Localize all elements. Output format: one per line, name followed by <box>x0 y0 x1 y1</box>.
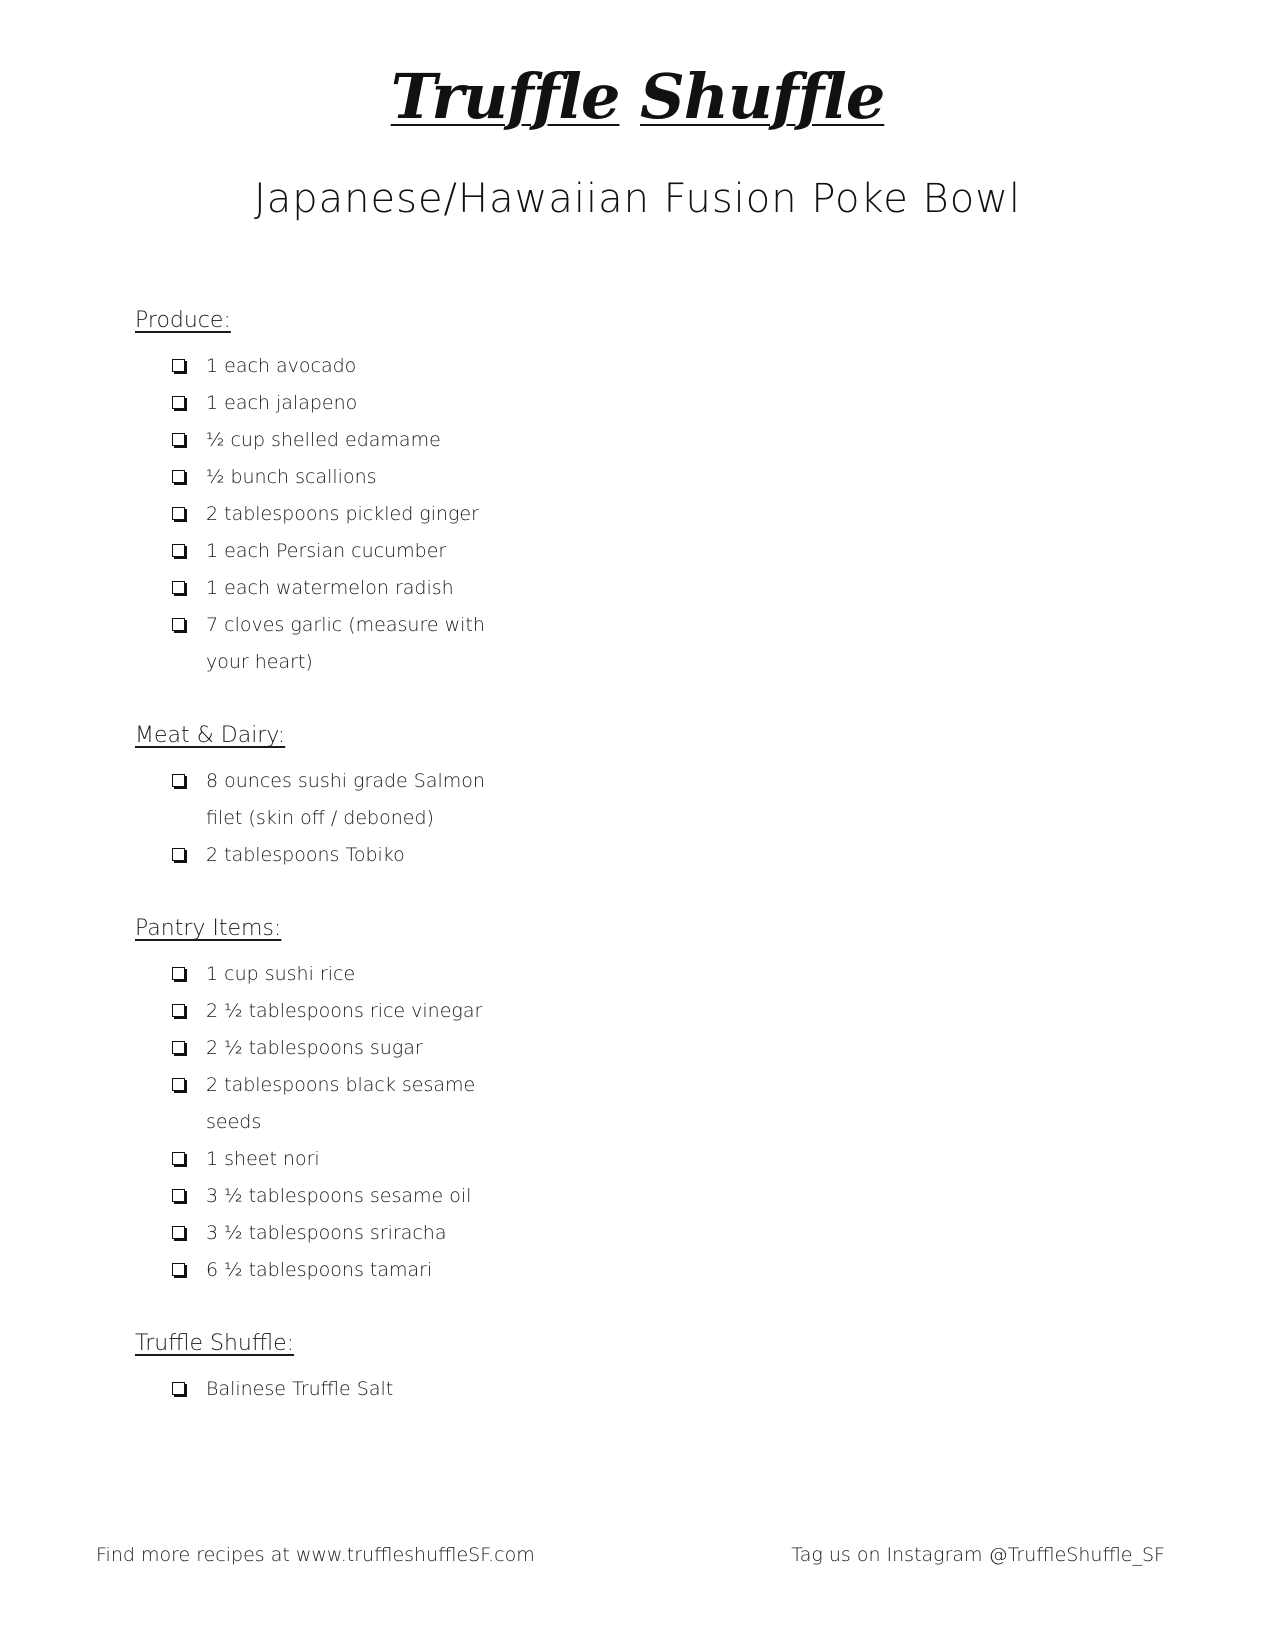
item-label: 7 cloves garlic (measure with your heart) <box>206 614 485 673</box>
checkbox-icon[interactable] <box>172 1263 185 1276</box>
checkbox-icon[interactable] <box>172 848 185 861</box>
checkbox-icon[interactable] <box>172 433 185 446</box>
checkbox-icon[interactable] <box>172 544 185 557</box>
item-label: 1 each watermelon radish <box>206 577 454 599</box>
list-item <box>135 348 506 385</box>
section-truffle-shuffle <box>135 1329 735 1408</box>
footer-instagram: Tag us on Instagram @TruffleShuffle_SF <box>791 1544 1165 1566</box>
list-item <box>135 993 506 1030</box>
list-item <box>135 956 506 993</box>
item-label: 8 ounces sushi grade Salmon filet (skin off / deboned) <box>206 770 485 829</box>
ingredient-list <box>135 306 735 1448</box>
checkbox-icon[interactable] <box>172 507 185 520</box>
list-item <box>135 763 506 837</box>
list-item <box>135 1252 506 1289</box>
checkbox-icon[interactable] <box>172 967 185 980</box>
item-label: ½ cup shelled edamame <box>206 429 441 451</box>
checkbox-icon[interactable] <box>172 470 185 483</box>
item-label: 2 ½ tablespoons rice vinegar <box>206 1000 483 1022</box>
checkbox-icon[interactable] <box>172 618 185 631</box>
list-item <box>135 1030 506 1067</box>
list-item <box>135 1178 506 1215</box>
checkbox-icon[interactable] <box>172 581 185 594</box>
section-heading: Pantry Items: <box>135 916 282 941</box>
footer-website: Find more recipes at www.truffleshuffleSF.com <box>96 1544 535 1566</box>
item-label: 2 ½ tablespoons sugar <box>206 1037 423 1059</box>
section-heading: Meat & Dairy: <box>135 723 286 748</box>
section-heading: Produce: <box>135 308 231 333</box>
checkbox-icon[interactable] <box>172 396 185 409</box>
list-item <box>135 1141 506 1178</box>
checkbox-icon[interactable] <box>172 1078 185 1091</box>
brand-logo <box>0 60 1275 133</box>
item-label: ½ bunch scallions <box>206 466 377 488</box>
list-item <box>135 459 506 496</box>
checkbox-icon[interactable] <box>172 1382 185 1395</box>
logo-word-2: Shuffle <box>640 60 885 133</box>
item-label: 3 ½ tablespoons sriracha <box>206 1222 447 1244</box>
item-label: Balinese Truffle Salt <box>206 1378 394 1400</box>
list-item <box>135 570 506 607</box>
section-produce <box>135 306 735 681</box>
section-meat-dairy <box>135 721 735 874</box>
item-label: 1 each avocado <box>206 355 357 377</box>
checkbox-icon[interactable] <box>172 1004 185 1017</box>
checkbox-icon[interactable] <box>172 359 185 372</box>
list-item <box>135 533 506 570</box>
list-item <box>135 1371 506 1408</box>
recipe-title: Japanese/Hawaiian Fusion Poke Bowl <box>253 176 1022 222</box>
item-label: 2 tablespoons black sesame seeds <box>206 1074 476 1133</box>
checkbox-icon[interactable] <box>172 774 185 787</box>
item-label: 3 ½ tablespoons sesame oil <box>206 1185 472 1207</box>
section-heading: Truffle Shuffle: <box>135 1331 295 1356</box>
list-item <box>135 496 506 533</box>
list-item <box>135 385 506 422</box>
checkbox-icon[interactable] <box>172 1189 185 1202</box>
item-label: 6 ½ tablespoons tamari <box>206 1259 433 1281</box>
list-item <box>135 1215 506 1252</box>
list-item <box>135 1067 506 1141</box>
list-item <box>135 422 506 459</box>
list-item <box>135 607 506 681</box>
list-item <box>135 837 506 874</box>
item-label: 1 sheet nori <box>206 1148 320 1170</box>
item-label: 1 cup sushi rice <box>206 963 356 985</box>
item-label: 2 tablespoons pickled ginger <box>206 503 479 525</box>
logo-word-1: Truffle <box>390 60 620 133</box>
checkbox-icon[interactable] <box>172 1226 185 1239</box>
checkbox-icon[interactable] <box>172 1041 185 1054</box>
section-pantry-items <box>135 914 735 1289</box>
item-label: 1 each Persian cucumber <box>206 540 447 562</box>
checkbox-icon[interactable] <box>172 1152 185 1165</box>
item-label: 1 each jalapeno <box>206 392 358 414</box>
item-label: 2 tablespoons Tobiko <box>206 844 405 866</box>
